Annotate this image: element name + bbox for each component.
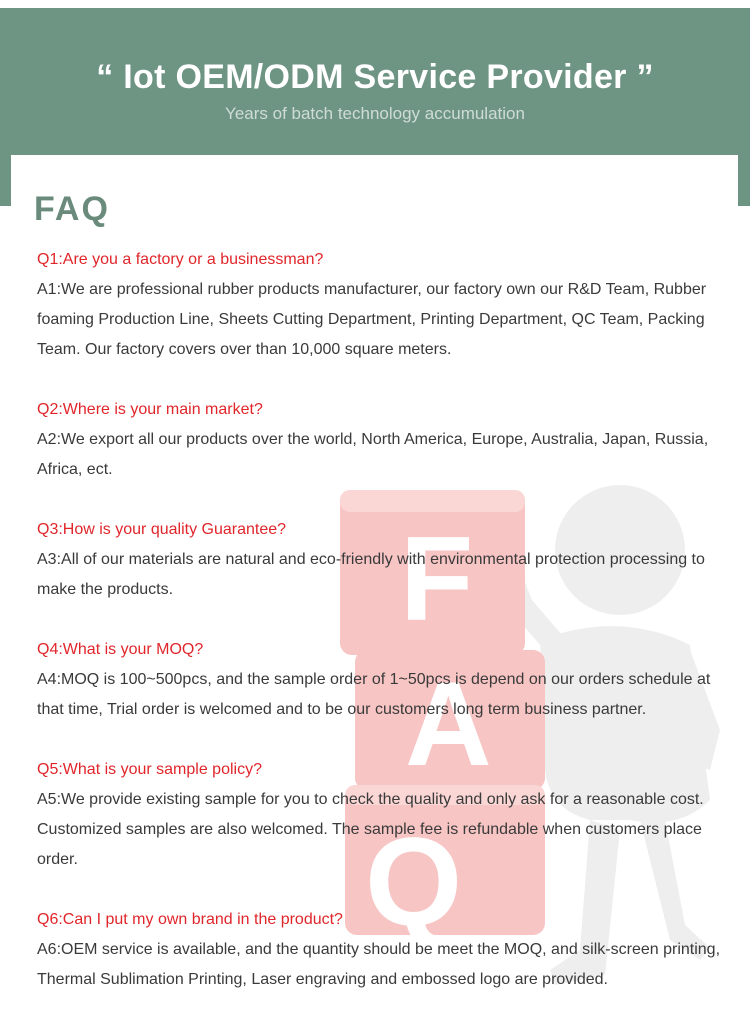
faq-answer: A6:OEM service is available, and the quantity should be meet the MOQ, and silk-screen printing, Thermal Sublimation Printing, Laser engraving and embossed logo are provided. (37, 941, 721, 988)
faq-question: Q3:How is your quality Guarantee? (37, 521, 287, 538)
faq-answer: A4:MOQ is 100~500pcs, and the sample order of 1~50pcs is depend on our orders schedule at that time, Trial order is welcomed and to be our customers long term business partner. (37, 671, 711, 718)
faq-question: Q5:What is your sample policy? (37, 761, 262, 778)
faq-item (37, 905, 727, 995)
faq-answer: A1:We are professional rubber products manufacturer, our factory own our R&D Team, Rubber foaming Production Line, Sheets Cutting Department, Printing Department, QC Team, Packing Team. Our factory covers over than 10,000 square meters. (37, 281, 707, 358)
faq-question: Q1:Are you a factory or a businessman? (37, 251, 324, 268)
faq-item (37, 245, 727, 365)
faq-heading: FAQ (34, 190, 110, 228)
faq-list (37, 245, 727, 1025)
faq-item (37, 515, 727, 605)
banner-subtitle: Years of batch technology accumulation (225, 104, 525, 123)
faq-item (37, 395, 727, 485)
cube-letter-a: A (405, 657, 492, 791)
cube-letter-f: F (400, 512, 474, 646)
faq-question: Q2:Where is your main market? (37, 401, 263, 418)
faq-answer: A3:All of our materials are natural and eco-friendly with environmental protection processing to make the products. (37, 551, 705, 598)
top-strip (0, 0, 750, 8)
faq-answer: A2:We export all our products over the world, North America, Europe, Australia, Japan, Russia, Africa, ect. (37, 431, 709, 478)
faq-item (37, 755, 727, 875)
faq-question: Q4:What is your MOQ? (37, 641, 204, 658)
faq-item (37, 635, 727, 725)
cube-letter-q: Q (365, 813, 463, 952)
banner-title: “ Iot OEM/ODM Service Provider ” (96, 58, 654, 96)
faq-question: Q6:Can I put my own brand in the product? (37, 911, 343, 928)
faq-answer: A5:We provide existing sample for you to check the quality and only ask for a reasonable cost. Customized samples are also welcomed. The sample fee is refundable when customers place order. (37, 791, 704, 868)
